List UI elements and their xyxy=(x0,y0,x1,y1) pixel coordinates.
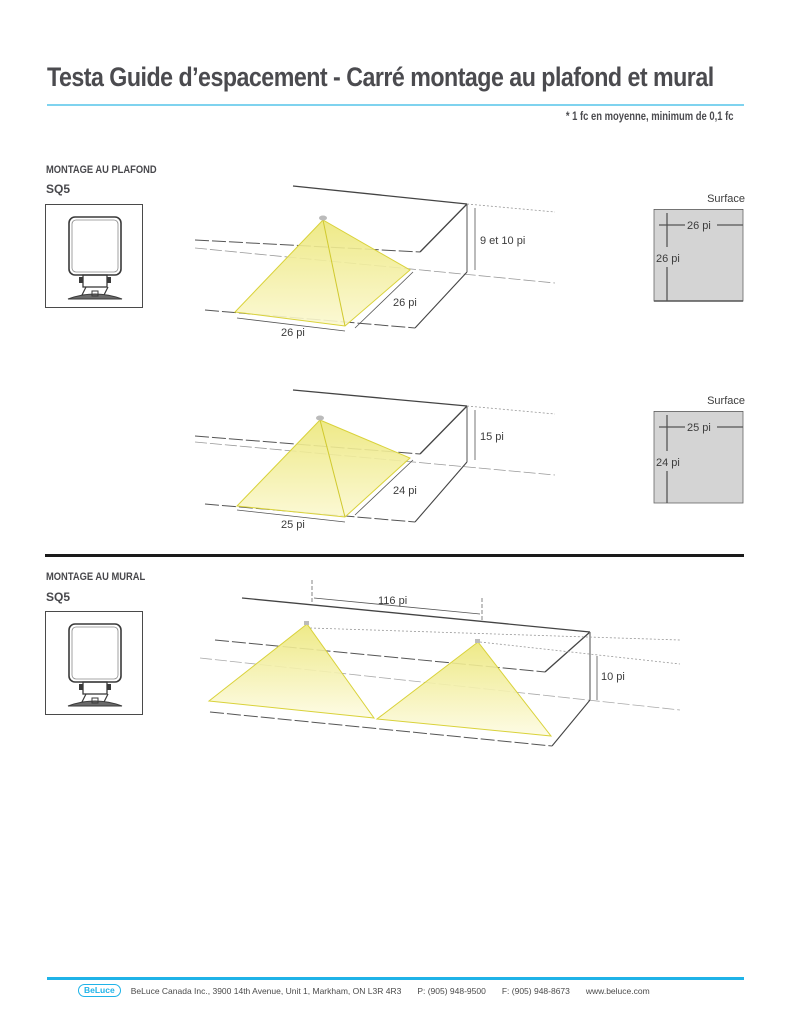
depth-label: 26 pi xyxy=(393,297,417,309)
svg-text:25 pi: 25 pi xyxy=(687,422,711,434)
section-divider xyxy=(45,554,744,557)
surface-plan-1 xyxy=(645,193,745,305)
square-flood-light-icon xyxy=(46,205,144,309)
wall-fixture-image xyxy=(45,611,143,715)
footer-divider xyxy=(47,977,744,980)
square-flood-light-icon xyxy=(46,612,144,716)
surface-plan-2 xyxy=(645,395,745,507)
ceiling-spacing-diagram-1 xyxy=(195,178,575,348)
wall-spacing-diagram xyxy=(200,570,700,750)
width-label: 25 pi xyxy=(281,519,305,531)
footer-phone: P: (905) 948-9500 xyxy=(417,985,486,996)
height-label: 15 pi xyxy=(480,431,504,443)
svg-text:26 pi: 26 pi xyxy=(687,220,711,232)
beluce-logo: BeLuce xyxy=(78,984,121,997)
wall-section-label: MONTAGE AU MURAL xyxy=(46,571,146,583)
surface-label: Surface xyxy=(707,193,745,205)
svg-text:26 pi: 26 pi xyxy=(656,253,680,265)
footer-website-link[interactable]: www.beluce.com xyxy=(585,985,650,996)
surface-label: Surface xyxy=(707,395,745,407)
footer-fax: F: (905) 948-8673 xyxy=(501,985,570,996)
footcandle-note: * 1 fc en moyenne, minimum de 0,1 fc xyxy=(566,111,734,123)
title-divider xyxy=(47,104,744,106)
ceiling-model-label: SQ5 xyxy=(46,182,71,196)
ceiling-spacing-diagram-2 xyxy=(195,380,575,540)
wall-model-label: SQ5 xyxy=(46,590,71,604)
page-title: Testa Guide d’espacement - Carré montage au plafond et mural xyxy=(47,62,714,92)
height-label: 10 pi xyxy=(601,671,625,683)
footer xyxy=(78,984,666,997)
footer-address: BeLuce Canada Inc., 3900 14th Avenue, Unit 1, Markham, ON L3R 4R3 xyxy=(130,985,402,996)
width-label: 26 pi xyxy=(281,327,305,339)
height-label: 9 et 10 pi xyxy=(480,235,526,247)
ceiling-fixture-image xyxy=(45,204,143,308)
depth-label: 24 pi xyxy=(393,485,417,497)
ceiling-section-label: MONTAGE AU PLAFOND xyxy=(46,164,157,176)
spacing-label: 116 pi xyxy=(378,595,408,607)
svg-text:24 pi: 24 pi xyxy=(656,457,680,469)
